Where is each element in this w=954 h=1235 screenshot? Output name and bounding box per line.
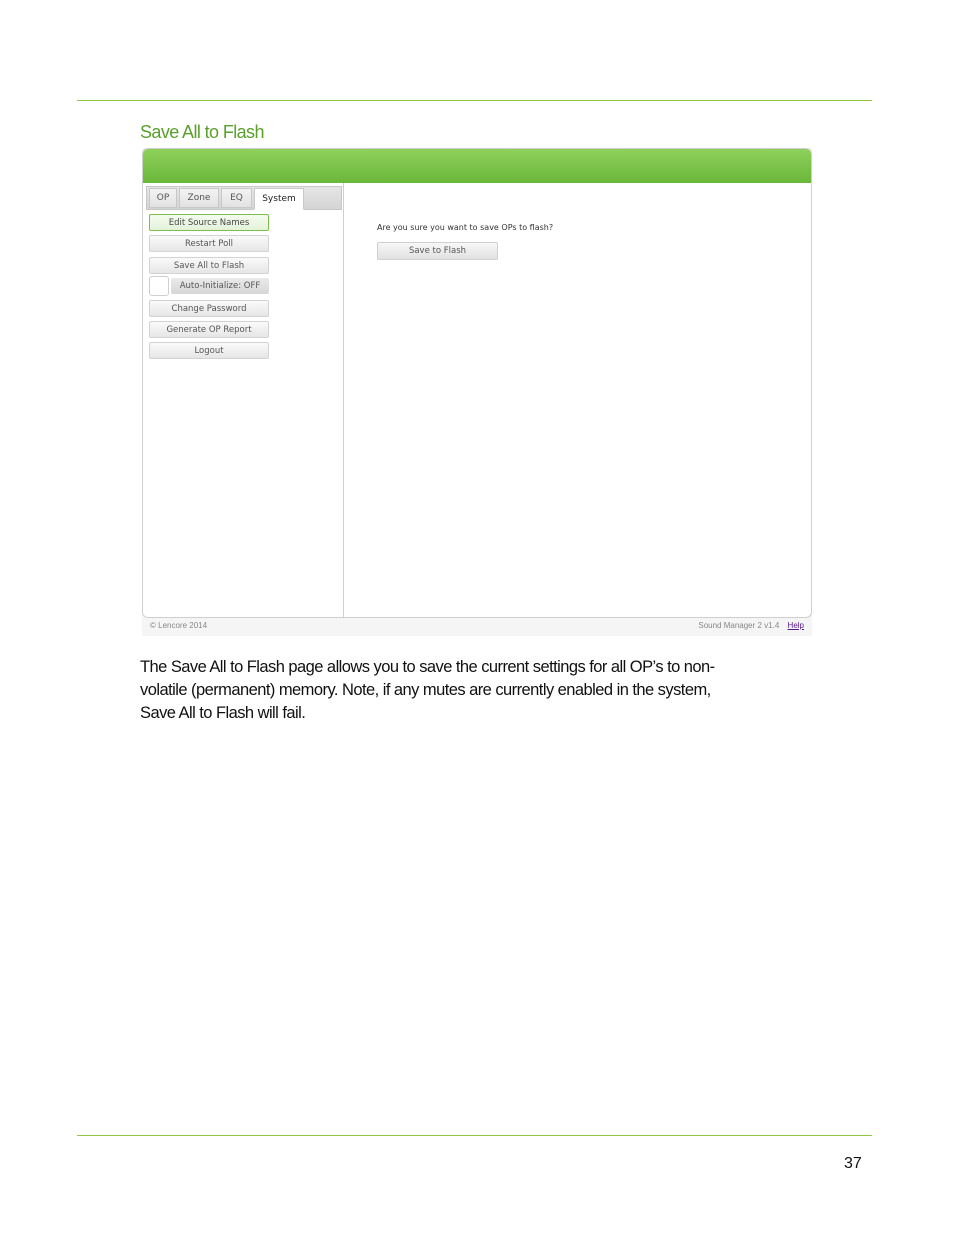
- auto-initialize-toggle[interactable]: [149, 276, 269, 296]
- app-footer: [142, 618, 812, 634]
- app-screenshot: [142, 148, 812, 636]
- auto-initialize-label: Auto-Initialize: OFF: [171, 278, 269, 294]
- section-heading: Save All to Flash: [140, 122, 264, 142]
- page-number: 37: [844, 1155, 862, 1172]
- app-header-bar: [143, 149, 811, 183]
- tab-eq[interactable]: EQ: [221, 188, 252, 208]
- body-line: Save All to Flash will fail.: [140, 704, 306, 722]
- app-window: [142, 148, 812, 618]
- save-to-flash-button[interactable]: Save to Flash: [377, 242, 498, 260]
- confirm-prompt: Are you sure you want to save OPs to flash?: [377, 223, 554, 232]
- sidebar: [143, 183, 344, 617]
- version-text: Sound Manager 2 v1.4: [698, 621, 780, 630]
- body-line: volatile (permanent) memory. Note, if any mutes are currently enabled in the system,: [140, 681, 711, 699]
- main-panel: [344, 183, 811, 617]
- footer-rule: [77, 1135, 872, 1136]
- edit-source-names-button[interactable]: Edit Source Names: [149, 214, 269, 231]
- save-all-to-flash-button[interactable]: Save All to Flash: [149, 257, 269, 274]
- restart-poll-button[interactable]: Restart Poll: [149, 235, 269, 252]
- footer-right: [698, 621, 804, 630]
- help-link[interactable]: Help: [787, 621, 804, 630]
- header-rule: [77, 100, 872, 101]
- copyright-text: © Lencore 2014: [150, 621, 208, 630]
- change-password-button[interactable]: Change Password: [149, 300, 269, 317]
- logout-button[interactable]: Logout: [149, 342, 269, 359]
- tab-system[interactable]: System: [254, 188, 304, 210]
- generate-op-report-button[interactable]: Generate OP Report: [149, 321, 269, 338]
- body-line: The Save All to Flash page allows you to save the current settings for all OP’s to non-: [140, 658, 715, 676]
- tab-bar: [146, 186, 342, 210]
- body-paragraph: [140, 656, 820, 725]
- tab-op[interactable]: OP: [149, 188, 177, 208]
- toggle-switch[interactable]: [149, 276, 169, 296]
- tab-zone[interactable]: Zone: [179, 188, 219, 208]
